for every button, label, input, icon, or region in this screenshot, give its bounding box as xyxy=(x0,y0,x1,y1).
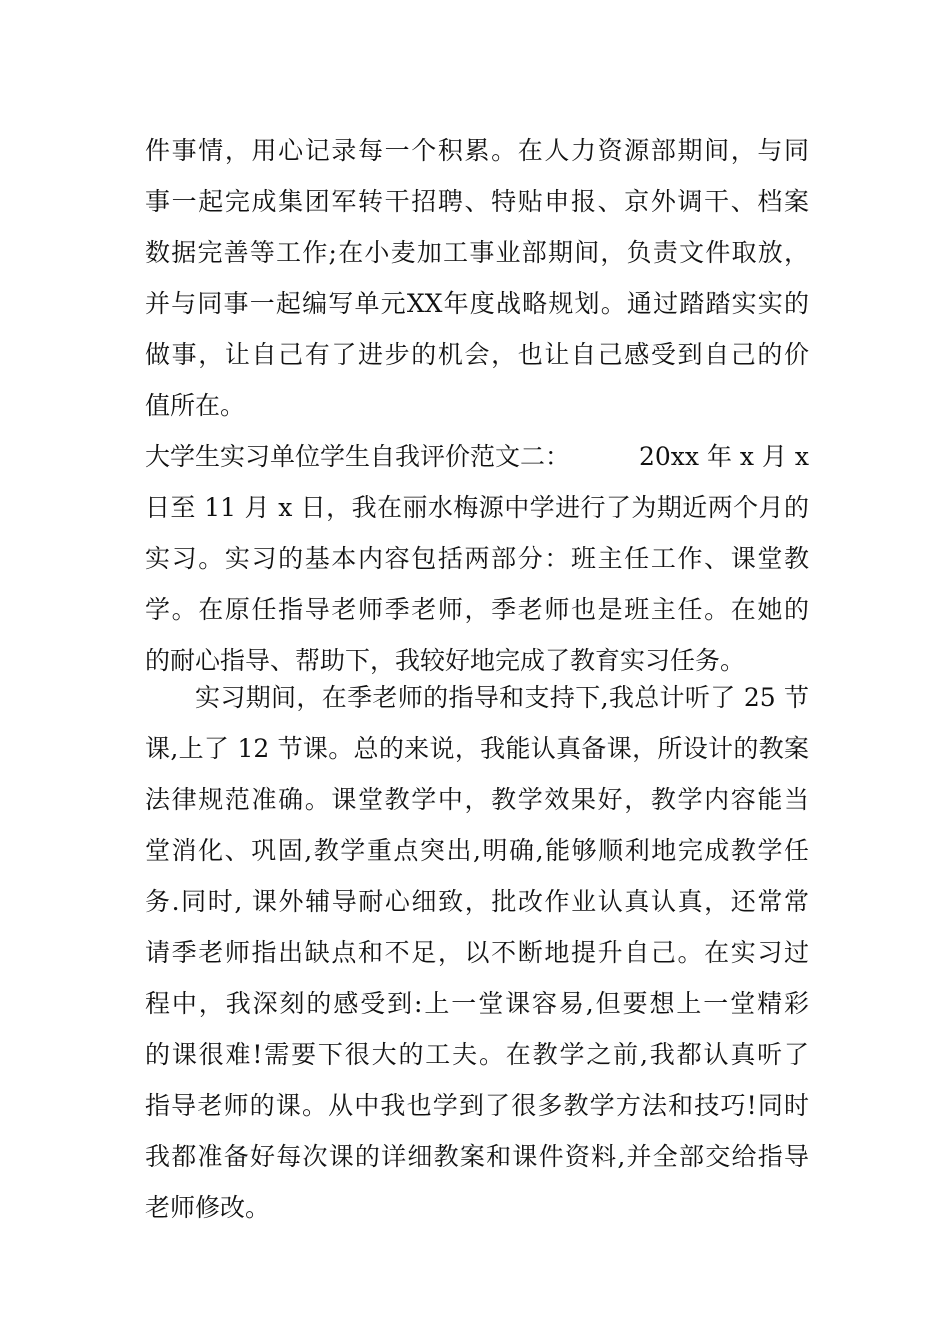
text-line: 日至 11 月 x 日，我在丽水梅源中学进行了为期近两个月的 xyxy=(145,493,809,522)
text-line: 老师修改。 xyxy=(145,1193,271,1222)
text-line: 的耐心指导、帮助下，我较好地完成了教育实习任务。 xyxy=(145,646,746,675)
section-heading-line xyxy=(145,431,809,482)
text-line: 事一起完成集团军转干招聘、特贴申报、京外调干、档案 xyxy=(145,187,809,216)
paragraph-2 xyxy=(145,431,809,686)
text-line: 实习期间，在季老师的指导和支持下,我总计听了 25 节 xyxy=(195,683,809,712)
paragraph-3 xyxy=(145,672,809,1233)
text-line: 实习。实习的基本内容包括两部分：班主任工作、课堂教 xyxy=(145,544,809,573)
text-line: 请季老师指出缺点和不足，以不断地提升自己。在实习过 xyxy=(145,938,809,967)
text-line: 程中，我深刻的感受到:上一堂课容易,但要想上一堂精彩 xyxy=(145,989,809,1018)
text-line: 的课很难!需要下很大的工夫。在教学之前,我都认真听了 xyxy=(145,1040,809,1069)
text-line: 课,上了 12 节课。总的来说，我能认真备课，所设计的教案 xyxy=(145,734,809,763)
paragraph-1 xyxy=(145,125,809,431)
text-line: 法律规范准确。课堂教学中，教学效果好，教学内容能当 xyxy=(145,785,809,814)
text-line: 做事，让自己有了进步的机会，也让自己感受到自己的价 xyxy=(145,340,809,369)
section-date: 20xx 年 x 月 x xyxy=(639,442,809,471)
text-line: 件事情，用心记录每一个积累。在人力资源部期间，与同 xyxy=(145,136,809,165)
text-line: 务.同时, 课外辅导耐心细致，批改作业认真认真，还常常 xyxy=(145,887,809,916)
text-line: 并与同事一起编写单元XX年度战略规划。通过踏踏实实的 xyxy=(145,289,809,318)
text-line: 堂消化、巩固,教学重点突出,明确,能够顺利地完成教学任 xyxy=(145,836,809,865)
text-line: 数据完善等工作;在小麦加工事业部期间，负责文件取放， xyxy=(145,238,809,267)
text-line: 学。在原任指导老师季老师，季老师也是班主任。在她的 xyxy=(145,595,809,624)
text-line: 值所在。 xyxy=(145,391,246,420)
text-line: 指导老师的课。从中我也学到了很多教学方法和技巧!同时 xyxy=(145,1091,809,1120)
text-line: 我都准备好每次课的详细教案和课件资料,并全部交给指导 xyxy=(145,1142,809,1171)
section-heading: 大学生实习单位学生自我评价范文二： xyxy=(145,442,571,471)
